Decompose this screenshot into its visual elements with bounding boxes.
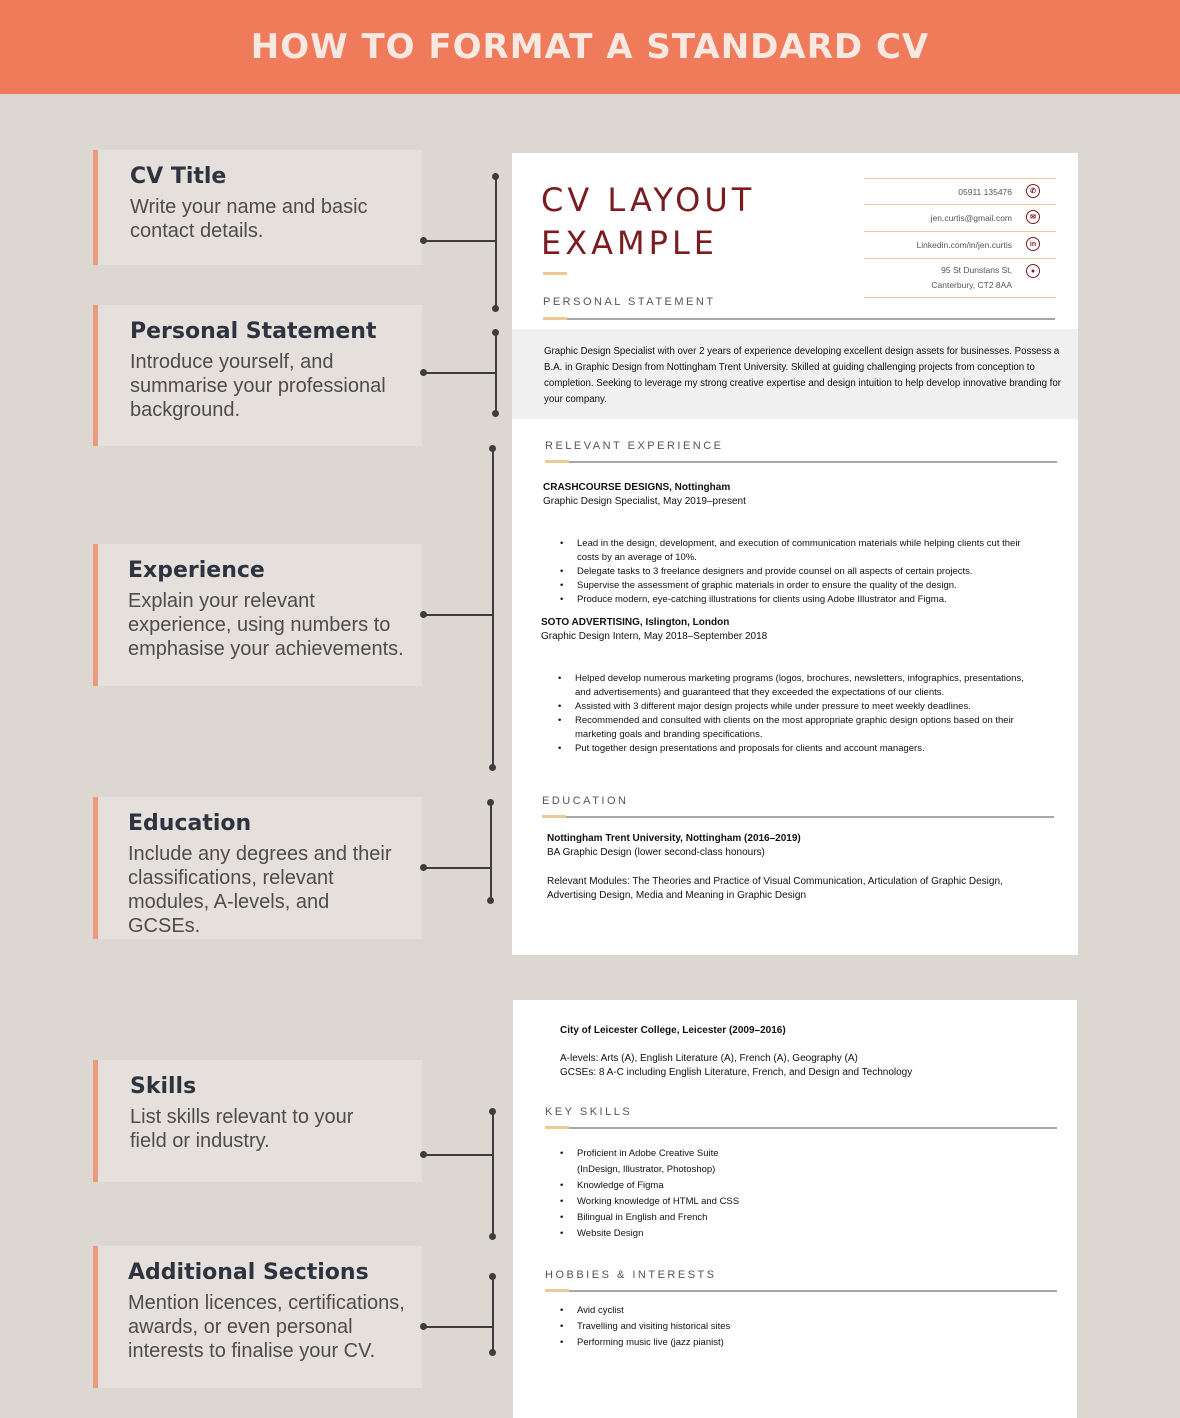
job-bullets xyxy=(575,672,1030,756)
education-college: City of Leicester College, Leicester (2009–2016) xyxy=(560,1025,786,1036)
callout-title: Experience xyxy=(128,558,265,583)
list-item: • Recommended and consulted with clients on the most appropriate graphic design options based on their marketing goals and branding specifications. xyxy=(575,714,1030,742)
list-item: • Proficient in Adobe Creative Suite (InDesign, Illustrator, Photoshop) xyxy=(577,1146,747,1178)
job-bullets xyxy=(577,537,1037,607)
list-item: • Helped develop numerous marketing programs (logos, brochures, newsletters, infographics, presentations, and advertisements) and guaranteed that they exceeded the expectations of our clients. xyxy=(575,672,1030,700)
location-icon: ● xyxy=(1026,264,1040,278)
callout-text: List skills relevant to your field or industry. xyxy=(130,1106,354,1152)
cv-title-line-2: EXAMPLE xyxy=(541,224,718,262)
education-gcses: GCSEs: 8 A-C including English Literature, French, and Design and Technology xyxy=(560,1067,913,1078)
section-rule xyxy=(545,1127,1057,1129)
callout-text: Include any degrees and their classifications, relevant modules, A-levels, and GCSEs. xyxy=(128,843,392,937)
education-modules: Relevant Modules: The Theories and Practice of Visual Communication, Articulation of Graphic Design, Advertising Design, Media and Meaning in Graphic Design xyxy=(547,876,1003,901)
contact-email: jen.curtis@gmail.com xyxy=(930,213,1012,223)
contact-phone: 05911 135476 xyxy=(958,187,1012,197)
section-heading-experience: RELEVANT EXPERIENCE xyxy=(545,440,724,452)
list-item: • Lead in the design, development, and execution of communication materials while helping clients cut their costs by an average of 10%. xyxy=(577,537,1037,565)
callout-title: Skills xyxy=(130,1074,197,1099)
personal-statement-text: Graphic Design Specialist with over 2 years of experience developing excellent design assets for businesses. Possess a B.A. in Graphic Design from Nottingham Trent University. Skilled at guiding challenging projects from conception to completion. Seeking to leverage my strong creative expertise and design intuition to help develop innovative branding for your company. xyxy=(544,346,1061,405)
job-role: Graphic Design Specialist, May 2019–present xyxy=(543,496,746,507)
callout-text: Write your name and basic contact details. xyxy=(130,196,368,242)
contact-divider xyxy=(864,258,1056,259)
contact-divider xyxy=(864,231,1056,232)
callout-title: Personal Statement xyxy=(130,319,377,344)
callout-text: Mention licences, certifications, awards, or even personal interests to finalise your CV. xyxy=(128,1292,405,1362)
callout-text: Explain your relevant experience, using numbers to emphasise your achievements. xyxy=(128,590,404,660)
section-heading-education: EDUCATION xyxy=(542,795,629,807)
education-alevels: A-levels: Arts (A), English Literature (A), French (A), Geography (A) xyxy=(560,1053,858,1064)
section-heading-personal-statement: PERSONAL STATEMENT xyxy=(543,296,716,308)
list-item: • Travelling and visiting historical sites xyxy=(577,1319,877,1335)
list-item: • Working knowledge of HTML and CSS xyxy=(577,1194,747,1210)
callout-title: Additional Sections xyxy=(128,1260,369,1285)
email-icon: ✉ xyxy=(1026,210,1040,224)
section-accent xyxy=(545,460,569,463)
section-accent xyxy=(542,815,566,818)
job-company: SOTO ADVERTISING, Islington, London xyxy=(541,617,730,628)
hobbies-list xyxy=(577,1303,877,1351)
callout-education xyxy=(93,797,422,939)
contact-address-line-2: Canterbury, CT2 8AA xyxy=(931,280,1012,290)
callout-title: CV Title xyxy=(130,164,227,189)
callout-title: Education xyxy=(128,811,252,836)
cv-title-line-1: CV LAYOUT xyxy=(541,181,756,219)
list-item: • Assisted with 3 different major design projects while under pressure to meet weekly deadlines. xyxy=(575,700,1030,714)
contact-divider xyxy=(864,178,1056,179)
banner-title: HOW TO FORMAT A STANDARD CV xyxy=(250,27,930,67)
phone-icon: ✆ xyxy=(1026,184,1040,198)
section-heading-hobbies: HOBBIES & INTERESTS xyxy=(545,1269,717,1281)
education-university: Nottingham Trent University, Nottingham (2016–2019) xyxy=(547,833,801,844)
section-rule xyxy=(543,318,1055,320)
list-item: • Supervise the assessment of graphic materials in order to ensure the quality of the design. xyxy=(577,579,1037,593)
callout-skills xyxy=(93,1060,422,1182)
callout-personal-statement xyxy=(93,305,422,446)
callout-additional-sections xyxy=(93,1246,422,1388)
page-banner xyxy=(0,0,1180,94)
education-degree: BA Graphic Design (lower second-class honours) xyxy=(547,847,765,858)
list-item: • Website Design xyxy=(577,1226,747,1242)
section-rule xyxy=(542,816,1054,818)
section-heading-skills: KEY SKILLS xyxy=(545,1106,633,1118)
job-role: Graphic Design Intern, May 2018–September 2018 xyxy=(541,631,768,642)
title-accent xyxy=(543,272,567,275)
list-item: • Produce modern, eye-catching illustrations for clients using Adobe Illustrator and Figma. xyxy=(577,593,1037,607)
section-accent xyxy=(545,1289,569,1292)
section-rule xyxy=(545,1290,1057,1292)
list-item: • Bilingual in English and French xyxy=(577,1210,747,1226)
callout-experience xyxy=(93,544,422,686)
list-item: • Knowledge of Figma xyxy=(577,1178,747,1194)
contact-linkedin: Linkedin.com/in/jen.curtis xyxy=(916,240,1012,250)
list-item: • Delegate tasks to 3 freelance designers and provide counsel on all aspects of certain projects. xyxy=(577,565,1037,579)
section-accent xyxy=(543,317,567,320)
list-item: • Avid cyclist xyxy=(577,1303,877,1319)
callout-cv-title xyxy=(93,150,422,265)
section-accent xyxy=(545,1126,569,1129)
linkedin-icon: in xyxy=(1026,237,1040,251)
job-company: CRASHCOURSE DESIGNS, Nottingham xyxy=(543,482,731,493)
list-item: • Performing music live (jazz pianist) xyxy=(577,1335,877,1351)
contact-divider xyxy=(864,297,1056,298)
section-rule xyxy=(545,461,1057,463)
list-item: • Put together design presentations and proposals for clients and account managers. xyxy=(575,742,1030,756)
contact-divider xyxy=(864,204,1056,205)
contact-address-line-1: 95 St Dunstans St, xyxy=(941,265,1012,275)
skills-list xyxy=(577,1146,747,1242)
callout-text: Introduce yourself, and summarise your professional background. xyxy=(130,351,386,421)
